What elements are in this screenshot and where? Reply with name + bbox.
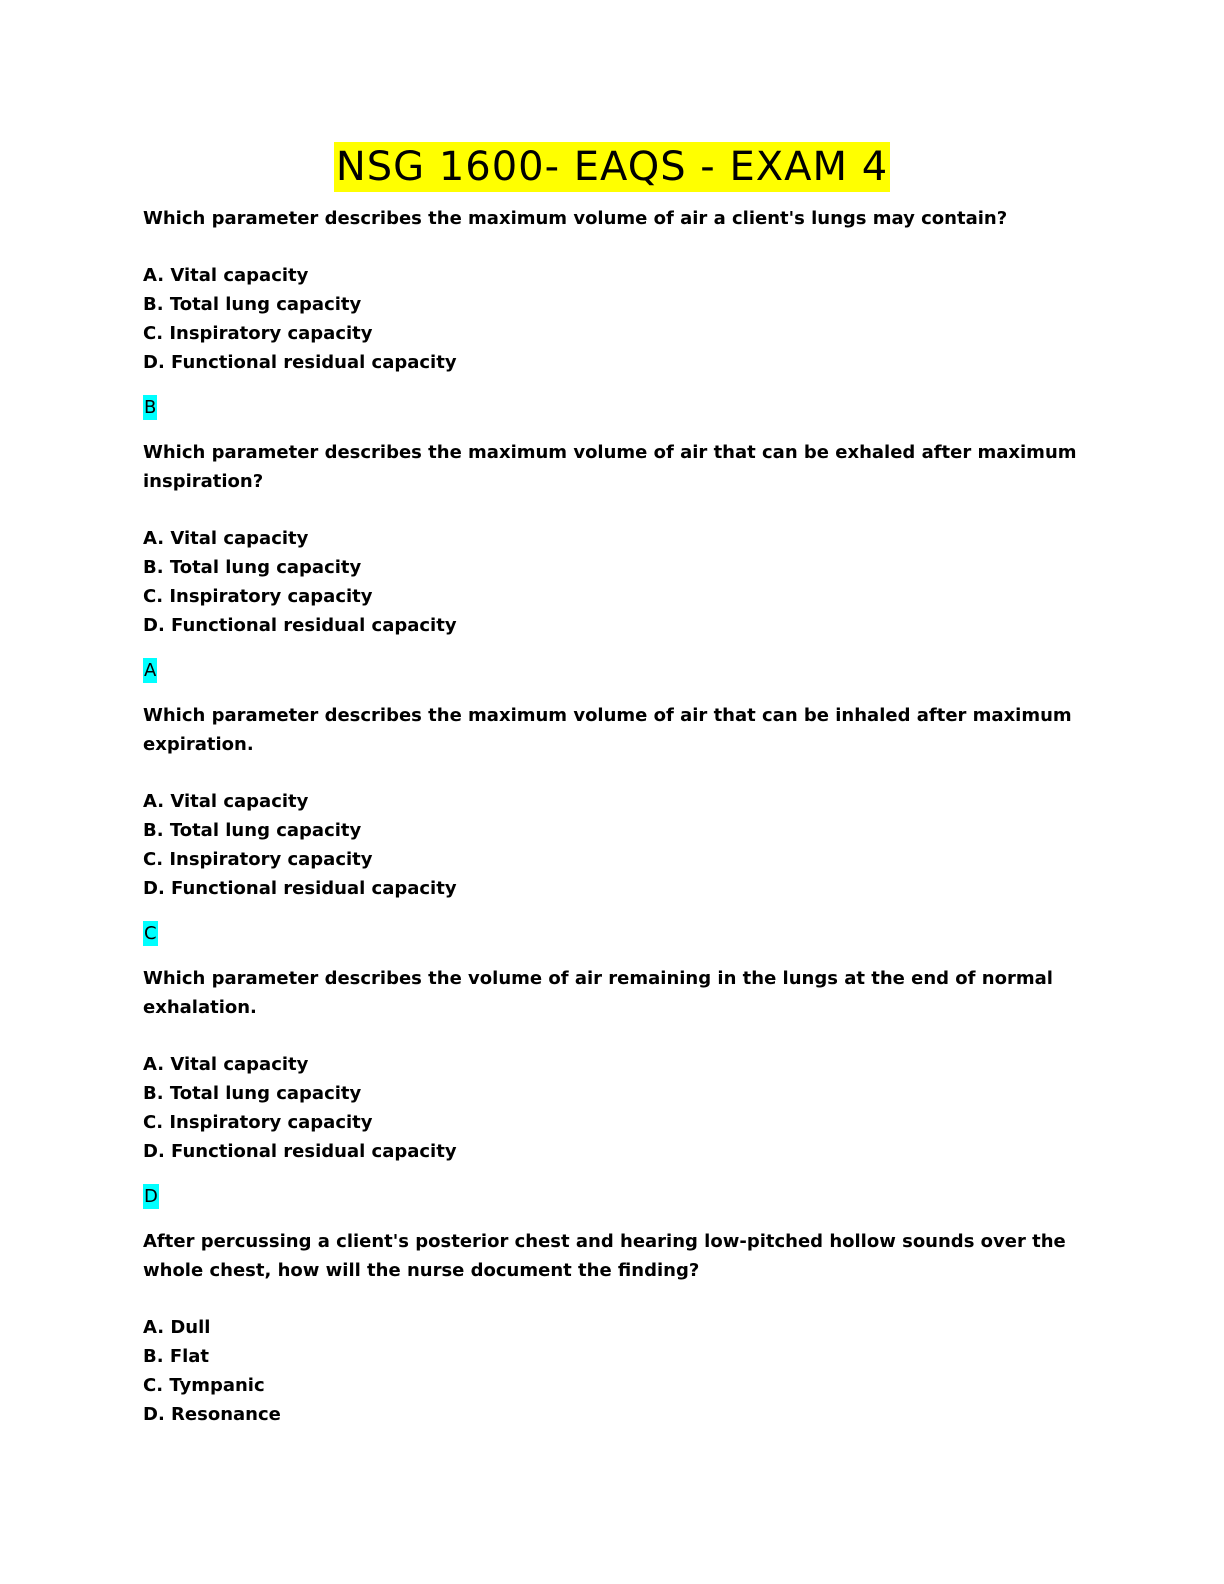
answer-key: D — [144, 1186, 158, 1207]
title-container — [0, 142, 1224, 192]
answer-row — [143, 393, 1083, 422]
question-4 — [143, 964, 1083, 1211]
question-text: Which parameter describes the maximum volume of air that can be inhaled after maximum expiration. — [143, 705, 1072, 755]
option-a: A. Vital capacity — [143, 528, 309, 549]
option-list — [143, 524, 1083, 640]
option-a: A. Vital capacity — [143, 265, 309, 286]
answer-row — [143, 919, 1083, 948]
question-2 — [143, 438, 1083, 685]
option-b: B. Total lung capacity — [143, 820, 362, 841]
option-c: C. Inspiratory capacity — [143, 586, 373, 607]
option-d: D. Functional residual capacity — [143, 1141, 457, 1162]
question-text: Which parameter describes the maximum volume of air that can be exhaled after maximum inspiration? — [143, 442, 1077, 492]
question-text: Which parameter describes the maximum volume of air a client's lungs may contain? — [143, 208, 1008, 229]
answer-key: C — [144, 923, 157, 944]
option-d: D. Functional residual capacity — [143, 352, 457, 373]
option-b: B. Total lung capacity — [143, 1083, 362, 1104]
option-b: B. Total lung capacity — [143, 557, 362, 578]
option-c: C. Inspiratory capacity — [143, 323, 373, 344]
question-1 — [143, 204, 1083, 422]
option-list — [143, 1050, 1083, 1166]
option-c: C. Tympanic — [143, 1375, 265, 1396]
option-c: C. Inspiratory capacity — [143, 1112, 373, 1133]
option-a: A. Dull — [143, 1317, 211, 1338]
option-a: A. Vital capacity — [143, 791, 309, 812]
option-d: D. Functional residual capacity — [143, 878, 457, 899]
option-list — [143, 261, 1083, 377]
option-d: D. Resonance — [143, 1404, 281, 1425]
document-title: NSG 1600- EAQS - EXAM 4 — [335, 144, 889, 190]
question-text: Which parameter describes the volume of air remaining in the lungs at the end of normal exhalation. — [143, 968, 1053, 1018]
answer-key: B — [144, 397, 157, 418]
option-b: B. Flat — [143, 1346, 210, 1367]
question-text: After percussing a client's posterior chest and hearing low-pitched hollow sounds over the whole chest, how will the nurse document the finding? — [143, 1231, 1066, 1281]
option-list — [143, 1313, 1083, 1429]
question-3 — [143, 701, 1083, 948]
answer-row — [143, 656, 1083, 685]
question-5 — [143, 1227, 1083, 1429]
answer-key: A — [144, 660, 157, 681]
option-a: A. Vital capacity — [143, 1054, 309, 1075]
option-d: D. Functional residual capacity — [143, 615, 457, 636]
question-list — [143, 204, 1083, 1429]
option-c: C. Inspiratory capacity — [143, 849, 373, 870]
option-b: B. Total lung capacity — [143, 294, 362, 315]
answer-row — [143, 1182, 1083, 1211]
option-list — [143, 787, 1083, 903]
